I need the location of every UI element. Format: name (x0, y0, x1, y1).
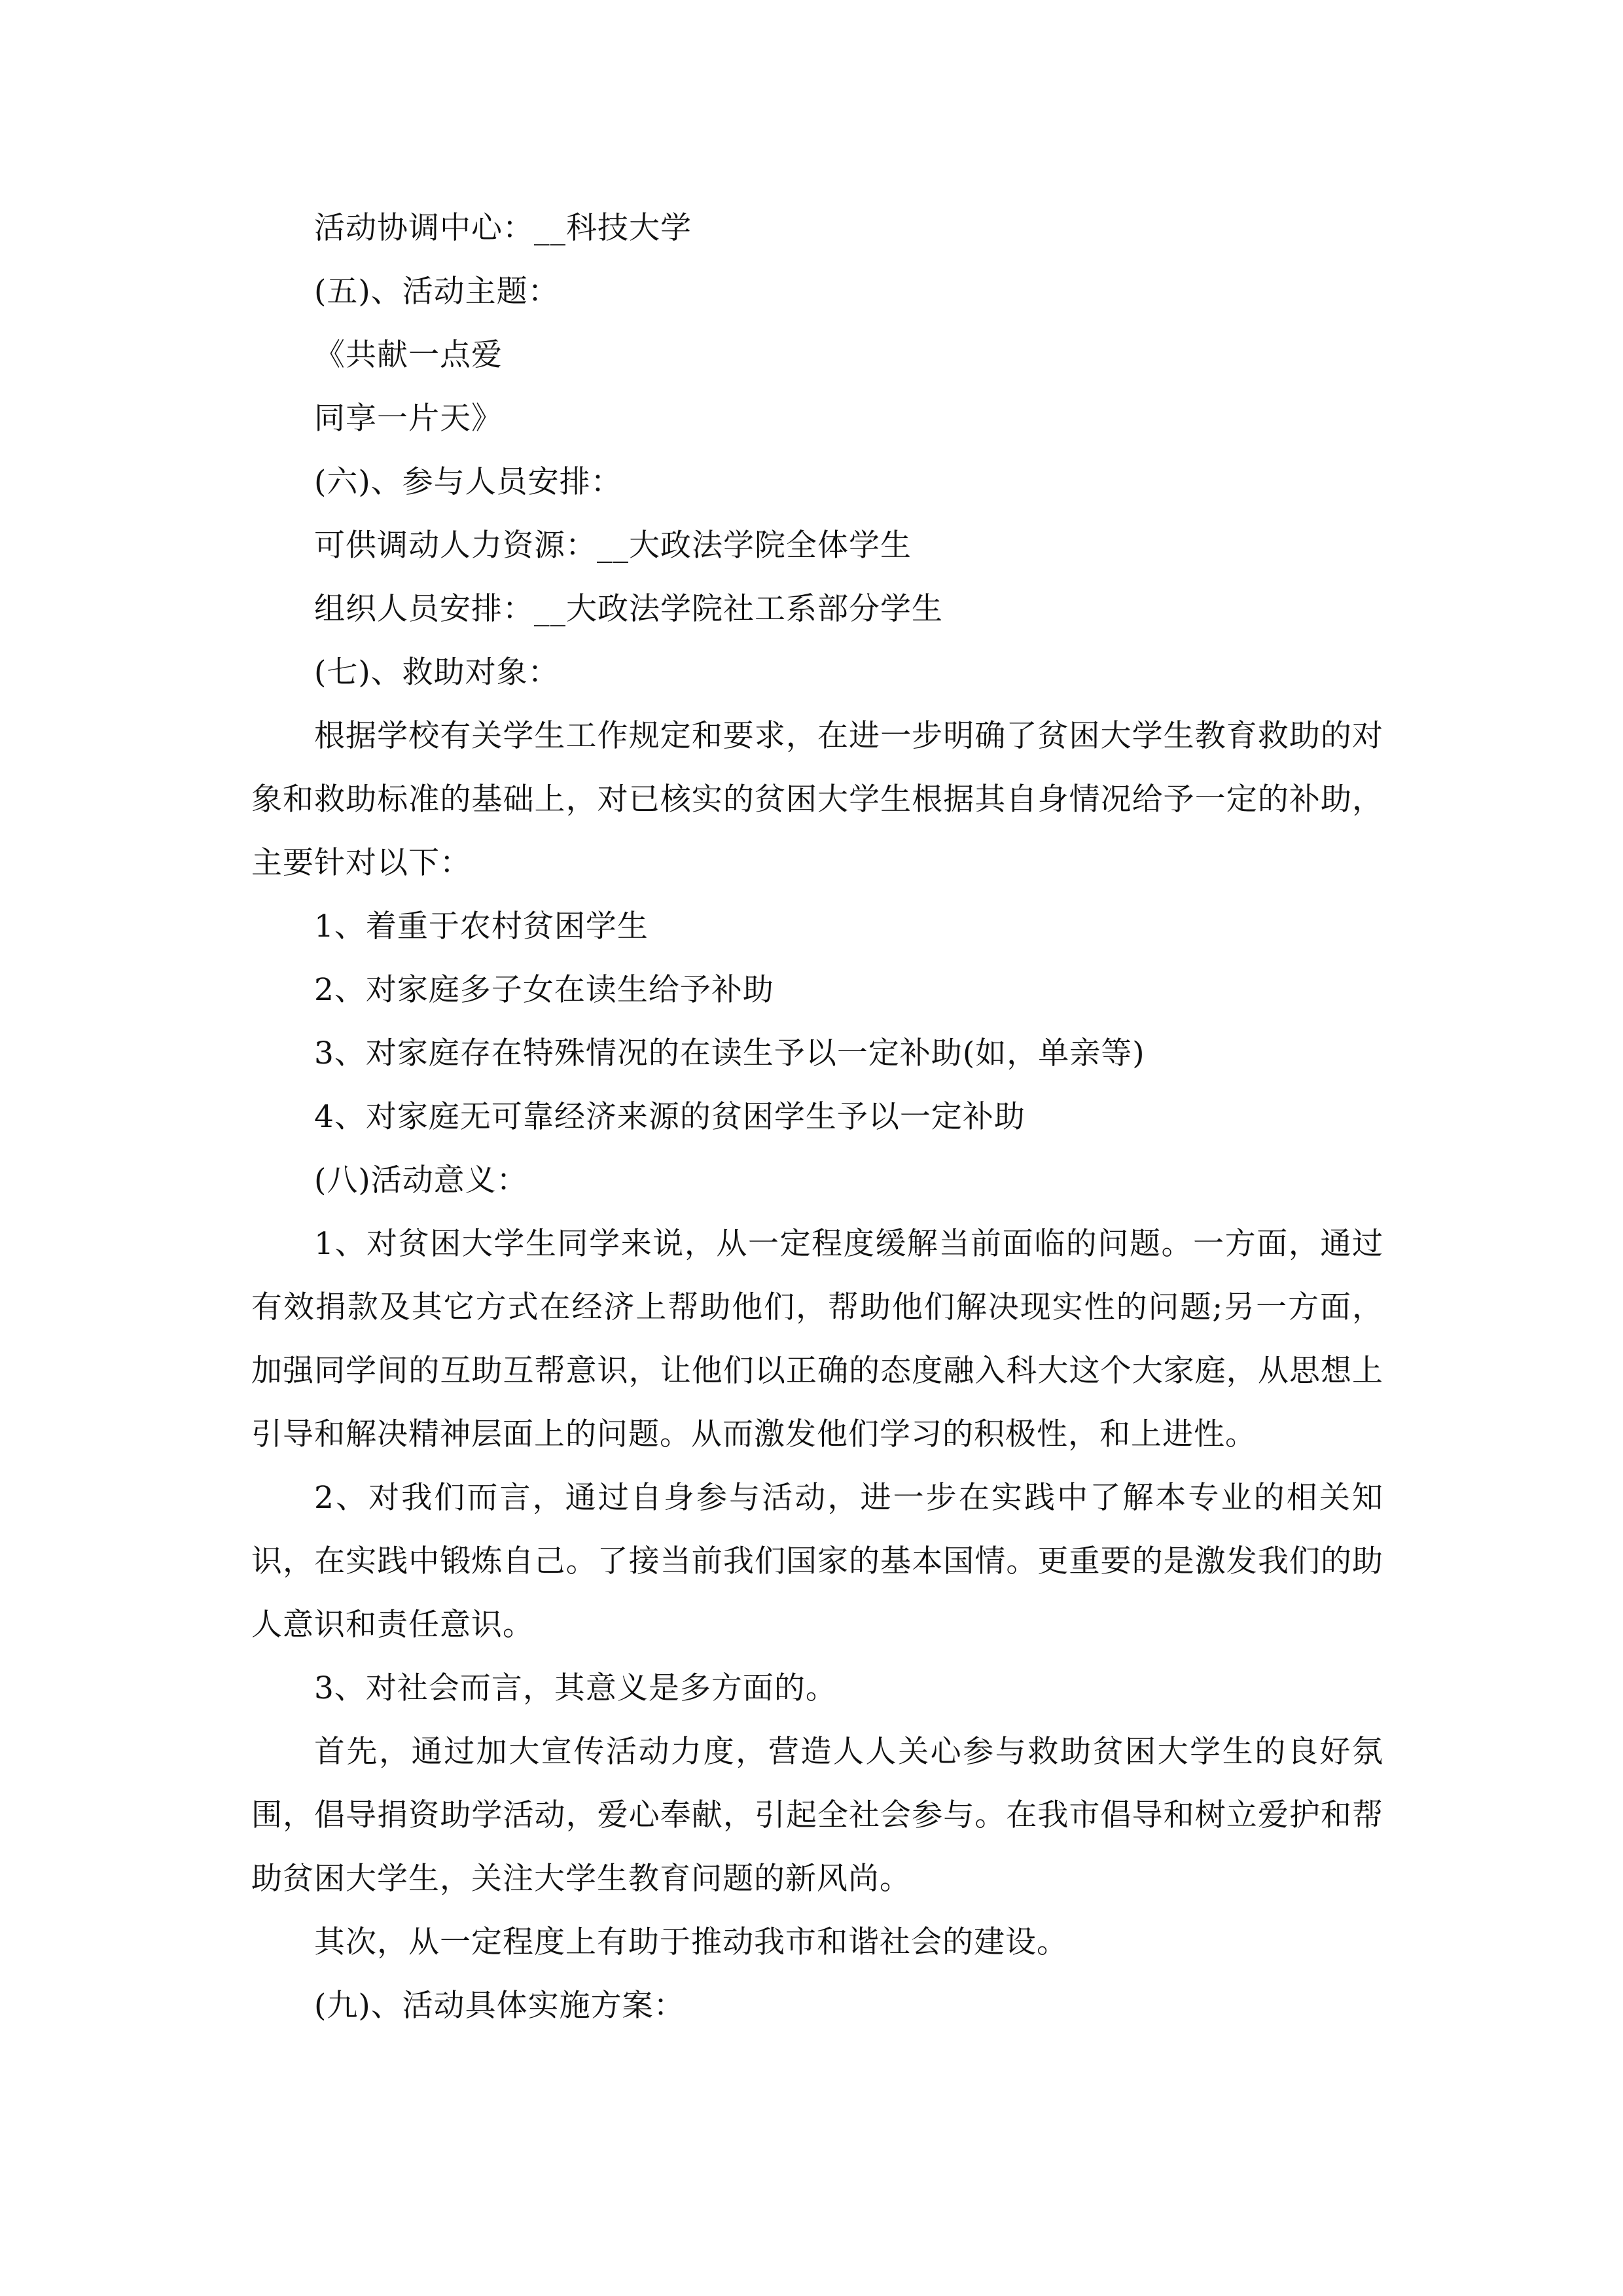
theme-line-1: 《共献一点爱 (314, 337, 503, 373)
section-8-heading: (八)活动意义： (314, 1162, 528, 1198)
section-9-heading: (九)、活动具体实施方案： (314, 1988, 685, 2024)
section-7-heading: (七)、救助对象： (314, 655, 560, 691)
first-paragraph: 首先，通过加大宣传活动力度，营造人人关心参与救助贫困大学生的良好氛围，倡导捐资助学活动，爱心奉献，引起全社会参与。在我市倡导和树立爱护和帮助贫困大学生，关注大学生教育问题的新风尚。 (251, 1734, 1383, 1897)
rescue-item: 4、对家庭无可靠经济来源的贫困学生予以一定补助 (314, 1099, 1026, 1135)
human-resources-line: 可供调动人力资源：__大政法学院全体学生 (314, 528, 912, 564)
significance-paragraph-2: 2、对我们而言，通过自身参与活动，进一步在实践中了解本专业的相关知识，在实践中锻炼自己。了接当前我们国家的基本国情。更重要的是激发我们的助人意识和责任意识。 (251, 1480, 1383, 1643)
organizers-line: 组织人员安排：__大政法学院社工系部分学生 (314, 591, 943, 627)
rescue-item: 3、对家庭存在特殊情况的在读生予以一定补助(如，单亲等) (314, 1035, 1145, 1071)
coordination-center-line: 活动协调中心：__科技大学 (314, 210, 692, 246)
rescue-paragraph: 根据学校有关学生工作规定和要求，在进一步明确了贫困大学生教育救助的对象和救助标准的基础上，对已核实的贫困大学生根据其自身情况给予一定的补助，主要针对以下： (251, 718, 1383, 881)
significance-paragraph-1: 1、对贫困大学生同学来说，从一定程度缓解当前面临的问题。一方面，通过有效捐款及其它方式在经济上帮助他们，帮助他们解决现实性的问题;另一方面，加强同学间的互助互帮意识，让他们以正确的态度融入科大这个大家庭，从思想上引导和解决精神层面上的问题。从而激发他们学习的积极性，和上进性。 (251, 1226, 1383, 1452)
second-line: 其次，从一定程度上有助于推动我市和谐社会的建设。 (314, 1924, 1068, 1960)
significance-line-3: 3、对社会而言，其意义是多方面的。 (314, 1670, 837, 1706)
section-5-heading: (五)、活动主题： (314, 274, 560, 310)
section-6-heading: (六)、参与人员安排： (314, 464, 622, 500)
rescue-item: 2、对家庭多子女在读生给予补助 (314, 972, 774, 1008)
rescue-item: 1、着重于农村贫困学生 (314, 908, 649, 944)
document-body (251, 196, 1383, 2037)
theme-line-2: 同享一片天》 (314, 401, 503, 437)
